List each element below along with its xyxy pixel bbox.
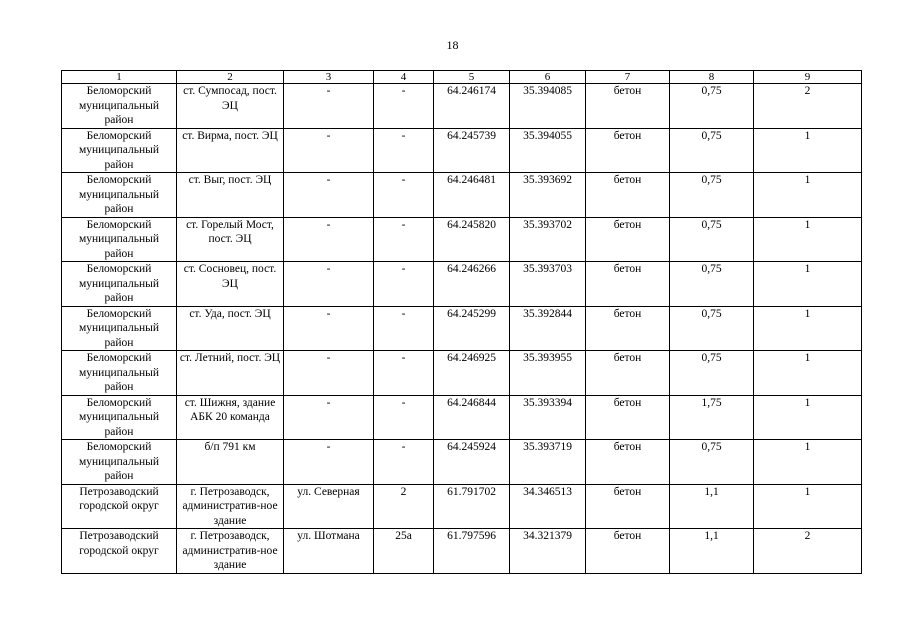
latitude-cell: 64.245924 [434, 440, 510, 485]
column-header: 8 [670, 71, 754, 84]
address-cell: ст. Уда, пост. ЭЦ [177, 306, 284, 351]
latitude-cell: 61.791702 [434, 484, 510, 529]
latitude-cell: 64.246481 [434, 173, 510, 218]
address-cell: г. Петрозаводск, административ-ное здание [177, 529, 284, 574]
house-cell: - [374, 306, 434, 351]
district-cell: Беломорский муниципальный район [62, 217, 177, 262]
longitude-cell: 35.392844 [510, 306, 586, 351]
size-cell: 1,75 [670, 395, 754, 440]
latitude-cell: 61.797596 [434, 529, 510, 574]
table-row [62, 306, 862, 351]
size-cell: 1,1 [670, 529, 754, 574]
column-header: 7 [586, 71, 670, 84]
address-cell: ст. Сумпосад, пост. ЭЦ [177, 84, 284, 129]
table-row [62, 128, 862, 173]
count-cell: 1 [754, 306, 862, 351]
column-header: 6 [510, 71, 586, 84]
house-cell: - [374, 128, 434, 173]
longitude-cell: 34.346513 [510, 484, 586, 529]
table-row [62, 173, 862, 218]
table-row [62, 529, 862, 574]
column-header: 4 [374, 71, 434, 84]
street-cell: - [284, 351, 374, 396]
page-number: 18 [446, 38, 459, 52]
latitude-cell: 64.245820 [434, 217, 510, 262]
longitude-cell: 35.394085 [510, 84, 586, 129]
street-cell: ул. Северная [284, 484, 374, 529]
district-cell: Беломорский муниципальный район [62, 128, 177, 173]
size-cell: 0,75 [670, 173, 754, 218]
house-cell: - [374, 262, 434, 307]
table-row [62, 84, 862, 129]
table-row [62, 351, 862, 396]
column-header: 1 [62, 71, 177, 84]
size-cell: 0,75 [670, 262, 754, 307]
count-cell: 1 [754, 217, 862, 262]
data-table [61, 70, 862, 574]
surface-cell: бетон [586, 306, 670, 351]
surface-cell: бетон [586, 395, 670, 440]
house-cell: 25а [374, 529, 434, 574]
longitude-cell: 35.393719 [510, 440, 586, 485]
surface-cell: бетон [586, 484, 670, 529]
latitude-cell: 64.245739 [434, 128, 510, 173]
district-cell: Петрозаводский городской округ [62, 529, 177, 574]
surface-cell: бетон [586, 529, 670, 574]
size-cell: 1,1 [670, 484, 754, 529]
surface-cell: бетон [586, 262, 670, 307]
latitude-cell: 64.246925 [434, 351, 510, 396]
longitude-cell: 35.393692 [510, 173, 586, 218]
latitude-cell: 64.246844 [434, 395, 510, 440]
surface-cell: бетон [586, 440, 670, 485]
longitude-cell: 35.394055 [510, 128, 586, 173]
latitude-cell: 64.246174 [434, 84, 510, 129]
count-cell: 1 [754, 395, 862, 440]
address-cell: ст. Сосновец, пост. ЭЦ [177, 262, 284, 307]
column-header: 9 [754, 71, 862, 84]
address-cell: г. Петрозаводск, административ-ное здание [177, 484, 284, 529]
column-header: 2 [177, 71, 284, 84]
house-cell: - [374, 351, 434, 396]
size-cell: 0,75 [670, 440, 754, 485]
house-cell: - [374, 395, 434, 440]
longitude-cell: 35.393702 [510, 217, 586, 262]
district-cell: Беломорский муниципальный район [62, 306, 177, 351]
count-cell: 1 [754, 173, 862, 218]
size-cell: 0,75 [670, 306, 754, 351]
house-cell: 2 [374, 484, 434, 529]
surface-cell: бетон [586, 351, 670, 396]
district-cell: Беломорский муниципальный район [62, 440, 177, 485]
longitude-cell: 34.321379 [510, 529, 586, 574]
surface-cell: бетон [586, 173, 670, 218]
count-cell: 1 [754, 484, 862, 529]
street-cell: - [284, 173, 374, 218]
count-cell: 1 [754, 440, 862, 485]
table-row [62, 262, 862, 307]
surface-cell: бетон [586, 84, 670, 129]
column-header: 3 [284, 71, 374, 84]
house-cell: - [374, 440, 434, 485]
address-cell: ст. Горелый Мост, пост. ЭЦ [177, 217, 284, 262]
district-cell: Беломорский муниципальный район [62, 351, 177, 396]
street-cell: - [284, 217, 374, 262]
size-cell: 0,75 [670, 217, 754, 262]
longitude-cell: 35.393955 [510, 351, 586, 396]
table-row [62, 217, 862, 262]
house-cell: - [374, 217, 434, 262]
header-row [62, 71, 862, 84]
district-cell: Беломорский муниципальный район [62, 395, 177, 440]
address-cell: ст. Вирма, пост. ЭЦ [177, 128, 284, 173]
count-cell: 2 [754, 529, 862, 574]
district-cell: Петрозаводский городской округ [62, 484, 177, 529]
street-cell: ул. Шотмана [284, 529, 374, 574]
surface-cell: бетон [586, 128, 670, 173]
surface-cell: бетон [586, 217, 670, 262]
count-cell: 2 [754, 84, 862, 129]
count-cell: 1 [754, 128, 862, 173]
column-header: 5 [434, 71, 510, 84]
longitude-cell: 35.393394 [510, 395, 586, 440]
size-cell: 0,75 [670, 128, 754, 173]
address-cell: ст. Выг, пост. ЭЦ [177, 173, 284, 218]
table-row [62, 440, 862, 485]
table-row [62, 484, 862, 529]
address-cell: ст. Летний, пост. ЭЦ [177, 351, 284, 396]
address-cell: б/п 791 км [177, 440, 284, 485]
latitude-cell: 64.245299 [434, 306, 510, 351]
street-cell: - [284, 128, 374, 173]
address-cell: ст. Шижня, здание АБК 20 команда [177, 395, 284, 440]
size-cell: 0,75 [670, 84, 754, 129]
street-cell: - [284, 262, 374, 307]
latitude-cell: 64.246266 [434, 262, 510, 307]
street-cell: - [284, 84, 374, 129]
street-cell: - [284, 395, 374, 440]
house-cell: - [374, 173, 434, 218]
count-cell: 1 [754, 262, 862, 307]
house-cell: - [374, 84, 434, 129]
longitude-cell: 35.393703 [510, 262, 586, 307]
count-cell: 1 [754, 351, 862, 396]
street-cell: - [284, 306, 374, 351]
street-cell: - [284, 440, 374, 485]
district-cell: Беломорский муниципальный район [62, 173, 177, 218]
size-cell: 0,75 [670, 351, 754, 396]
district-cell: Беломорский муниципальный район [62, 84, 177, 129]
district-cell: Беломорский муниципальный район [62, 262, 177, 307]
table-row [62, 395, 862, 440]
